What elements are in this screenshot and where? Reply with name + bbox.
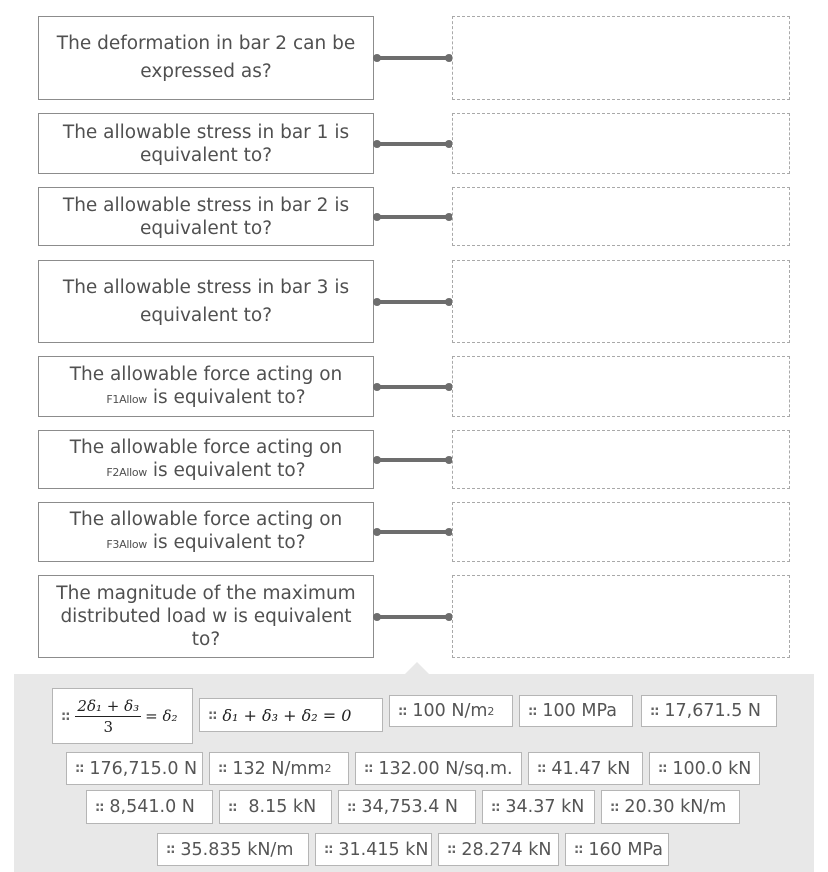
- drag-grip-icon: ::: [228, 799, 237, 815]
- formula-rhs: = δ₂: [145, 707, 178, 725]
- prompt-max-distributed-load: [38, 575, 374, 658]
- answer-chip[interactable]: [438, 833, 559, 866]
- drag-grip-icon: ::: [324, 842, 333, 857]
- prompt-text: The allowable force acting on: [69, 509, 343, 530]
- chip-superscript: 2: [487, 704, 495, 718]
- prompt-text: is equivalent to?: [146, 532, 306, 553]
- answer-chip[interactable]: [219, 790, 332, 824]
- connector-handle[interactable]: [376, 215, 450, 219]
- prompt-text: The allowable force acting on: [69, 363, 343, 385]
- answer-chip[interactable]: [519, 695, 633, 727]
- chip-label: 34,753.4 N: [361, 797, 458, 817]
- prompt-text: The allowable force acting on: [69, 436, 343, 458]
- answer-chip[interactable]: [649, 752, 760, 785]
- answer-chip[interactable]: [601, 790, 740, 824]
- connector-handle[interactable]: [376, 142, 450, 146]
- chip-label: 28.274 kN: [461, 839, 552, 860]
- answer-chip[interactable]: [565, 833, 669, 866]
- prompt-text: The allowable stress in bar 2 is equivalent to?: [62, 194, 350, 239]
- drag-grip-icon: ::: [398, 703, 407, 719]
- answer-chip[interactable]: [528, 752, 643, 785]
- connector-handle[interactable]: [376, 615, 450, 619]
- prompt-text: is equivalent to?: [146, 459, 306, 481]
- prompt-subscript: F1Allow: [106, 392, 147, 406]
- chip-label: 132 N/mm: [232, 758, 325, 779]
- answer-dropzone-6[interactable]: [452, 430, 790, 489]
- drag-grip-icon: ::: [95, 799, 104, 815]
- prompt-f1-allow: [38, 356, 374, 417]
- drag-grip-icon: ::: [61, 708, 70, 724]
- drag-grip-icon: ::: [75, 761, 84, 776]
- answer-chip-formula-2[interactable]: [199, 698, 383, 732]
- prompt-text: The allowable stress in bar 3 is equivalent to?: [62, 276, 350, 326]
- answer-chip[interactable]: [209, 752, 349, 785]
- chip-label: 8,541.0 N: [109, 797, 195, 817]
- drag-grip-icon: ::: [574, 842, 583, 857]
- formula-denominator: 3: [103, 717, 114, 736]
- chip-label: 160 MPa: [588, 839, 663, 860]
- drag-grip-icon: ::: [658, 761, 667, 776]
- answer-chip[interactable]: [338, 790, 476, 824]
- answer-chip[interactable]: [389, 695, 513, 727]
- chip-label: 34.37 kN: [505, 797, 585, 817]
- connector-handle[interactable]: [376, 530, 450, 534]
- answer-dropzone-2[interactable]: [452, 113, 790, 174]
- prompt-bar2-stress: [38, 187, 374, 246]
- drag-grip-icon: ::: [347, 799, 356, 815]
- chip-superscript: 2: [324, 762, 332, 775]
- drag-grip-icon: ::: [537, 761, 546, 776]
- prompt-text: The allowable stress in bar 1 is equivalent to?: [62, 121, 350, 166]
- prompt-bar1-stress: [38, 113, 374, 174]
- drag-grip-icon: ::: [491, 799, 500, 815]
- drag-grip-icon: ::: [364, 761, 373, 776]
- answer-dropzone-7[interactable]: [452, 502, 790, 562]
- answer-dropzone-3[interactable]: [452, 187, 790, 246]
- answer-dropzone-5[interactable]: [452, 356, 790, 417]
- answer-chip[interactable]: [66, 752, 203, 785]
- drag-grip-icon: ::: [208, 707, 217, 723]
- answer-chip[interactable]: [641, 695, 777, 727]
- prompt-text: The deformation in bar 2 can be expressed as?: [56, 33, 356, 82]
- prompt-subscript: F3Allow: [106, 538, 147, 551]
- answer-dropzone-4[interactable]: [452, 260, 790, 343]
- chip-label: 20.30 kN/m: [624, 797, 727, 817]
- answer-chip[interactable]: [355, 752, 522, 785]
- drag-grip-icon: ::: [218, 761, 227, 776]
- prompt-text: The magnitude of the maximum distributed load w is equivalent to?: [56, 583, 356, 650]
- answer-chip[interactable]: [157, 833, 309, 866]
- formula-numerator: 2δ₁ + δ₃: [77, 696, 140, 715]
- prompt-bar3-stress: [38, 260, 374, 343]
- answer-chip[interactable]: [86, 790, 213, 824]
- prompt-bar2-deformation: [38, 16, 374, 100]
- chip-label: 176,715.0 N: [89, 758, 198, 779]
- chip-label: 31.415 kN: [338, 839, 429, 860]
- chip-label: 100 MPa: [542, 701, 617, 721]
- answer-dropzone-8[interactable]: [452, 575, 790, 658]
- chip-label: 35.835 kN/m: [180, 839, 294, 860]
- drag-grip-icon: ::: [650, 703, 659, 719]
- drag-grip-icon: ::: [447, 842, 456, 857]
- prompt-text: is equivalent to?: [146, 386, 306, 408]
- connector-handle[interactable]: [376, 56, 450, 60]
- chip-label: 100.0 kN: [672, 758, 752, 779]
- answer-dropzone-1[interactable]: [452, 16, 790, 100]
- connector-handle[interactable]: [376, 385, 450, 389]
- answer-chip[interactable]: [315, 833, 432, 866]
- connector-handle[interactable]: [376, 458, 450, 462]
- connector-handle[interactable]: [376, 300, 450, 304]
- chip-label: 132.00 N/sq.m.: [378, 758, 513, 779]
- answer-chip[interactable]: [482, 790, 595, 824]
- drag-grip-icon: ::: [610, 799, 619, 815]
- drag-grip-icon: ::: [166, 842, 175, 857]
- answer-bank-pointer: [405, 662, 429, 674]
- chip-label: 100 N/m: [412, 701, 488, 721]
- prompt-subscript: F2Allow: [106, 465, 147, 479]
- chip-label: 17,671.5 N: [664, 701, 761, 721]
- chip-label: 8.15 kN: [248, 797, 317, 817]
- formula-text: δ₁ + δ₃ + δ₂ = 0: [222, 705, 352, 725]
- drag-grip-icon: ::: [528, 703, 537, 719]
- prompt-f3-allow: [38, 502, 374, 562]
- answer-chip-formula-1[interactable]: [52, 688, 193, 744]
- chip-label: 41.47 kN: [551, 758, 631, 779]
- prompt-f2-allow: [38, 430, 374, 489]
